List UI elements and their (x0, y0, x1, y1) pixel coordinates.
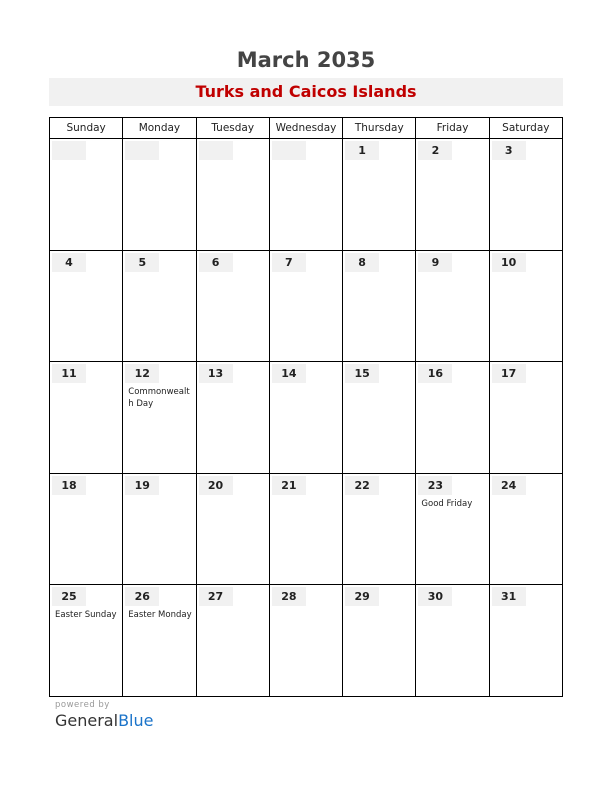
week-row (50, 139, 562, 251)
day-cell (343, 585, 416, 696)
day-cell (343, 362, 416, 473)
day-number: 4 (52, 253, 86, 272)
day-cell (197, 585, 270, 696)
day-cell (416, 474, 489, 585)
day-cell (197, 251, 270, 362)
weekday-header-monday: Monday (123, 118, 196, 138)
day-number: 15 (345, 364, 379, 383)
brand-name-part2: Blue (118, 711, 154, 730)
day-number: 28 (272, 587, 306, 606)
week-row (50, 474, 562, 586)
day-cell (490, 251, 562, 362)
day-number: 8 (345, 253, 379, 272)
weekday-header-saturday: Saturday (502, 122, 550, 134)
day-number (52, 141, 86, 160)
day-number: 29 (345, 587, 379, 606)
day-number: 11 (52, 364, 86, 383)
day-number: 26 (125, 587, 159, 606)
day-cell (343, 139, 416, 250)
day-cell (50, 474, 123, 585)
week-row (50, 585, 562, 696)
day-number: 2 (418, 141, 452, 160)
holiday-label: Easter Sunday (55, 610, 117, 621)
weekday-header-tuesday: Tuesday (197, 118, 270, 138)
day-number: 25 (52, 587, 86, 606)
weekday-header-row (50, 118, 562, 139)
day-number: 7 (272, 253, 306, 272)
day-number: 12 (125, 364, 159, 383)
week-row (50, 251, 562, 363)
weekday-header-wednesday: Wednesday (270, 118, 343, 138)
country-banner: Turks and Caicos Islands (49, 78, 563, 106)
day-cell (490, 474, 562, 585)
calendar-grid (49, 117, 563, 697)
weeks-container (50, 139, 562, 696)
day-number: 17 (492, 364, 526, 383)
day-number: 21 (272, 476, 306, 495)
powered-by-text: powered by (55, 700, 110, 710)
day-number: 18 (52, 476, 86, 495)
day-cell (343, 474, 416, 585)
day-cell (123, 251, 196, 362)
day-cell (416, 251, 489, 362)
day-number: 31 (492, 587, 526, 606)
day-cell (123, 362, 196, 473)
day-number: 10 (492, 253, 526, 272)
day-number: 24 (492, 476, 526, 495)
day-number (272, 141, 306, 160)
day-cell (50, 139, 123, 250)
day-cell (197, 362, 270, 473)
day-number: 19 (125, 476, 159, 495)
weekday-header-friday: Friday (416, 118, 489, 138)
day-number: 20 (199, 476, 233, 495)
day-number: 30 (418, 587, 452, 606)
day-cell (270, 474, 343, 585)
day-cell (123, 585, 196, 696)
day-cell (416, 362, 489, 473)
day-number: 22 (345, 476, 379, 495)
day-number: 9 (418, 253, 452, 272)
day-cell (416, 139, 489, 250)
day-cell (197, 474, 270, 585)
week-row (50, 362, 562, 474)
day-cell (50, 251, 123, 362)
day-number: 1 (345, 141, 379, 160)
day-number: 6 (199, 253, 233, 272)
day-cell (343, 251, 416, 362)
day-number: 13 (199, 364, 233, 383)
weekday-header-thursday: Thursday (343, 118, 416, 138)
day-cell (270, 139, 343, 250)
holiday-label: Commonwealth Day (128, 387, 190, 410)
day-number: 5 (125, 253, 159, 272)
brand-logo (55, 711, 153, 730)
day-cell (270, 251, 343, 362)
day-number: 16 (418, 364, 452, 383)
footer-branding (55, 700, 153, 730)
day-cell (416, 585, 489, 696)
day-cell (490, 362, 562, 473)
day-number: 23 (418, 476, 452, 495)
day-cell (50, 585, 123, 696)
day-cell (197, 139, 270, 250)
day-number: 27 (199, 587, 233, 606)
day-cell (270, 362, 343, 473)
day-cell (50, 362, 123, 473)
day-number: 14 (272, 364, 306, 383)
day-cell (490, 585, 562, 696)
page-title: March 2035 (236, 48, 376, 72)
day-cell (123, 474, 196, 585)
brand-name-part1: General (55, 711, 119, 730)
day-cell (270, 585, 343, 696)
day-cell (490, 139, 562, 250)
holiday-label: Good Friday (421, 498, 473, 509)
day-number (199, 141, 233, 160)
holiday-label: Easter Monday (128, 610, 192, 621)
day-number: 3 (492, 141, 526, 160)
day-number (125, 141, 159, 160)
weekday-header-sunday: Sunday (50, 118, 123, 138)
day-cell (123, 139, 196, 250)
